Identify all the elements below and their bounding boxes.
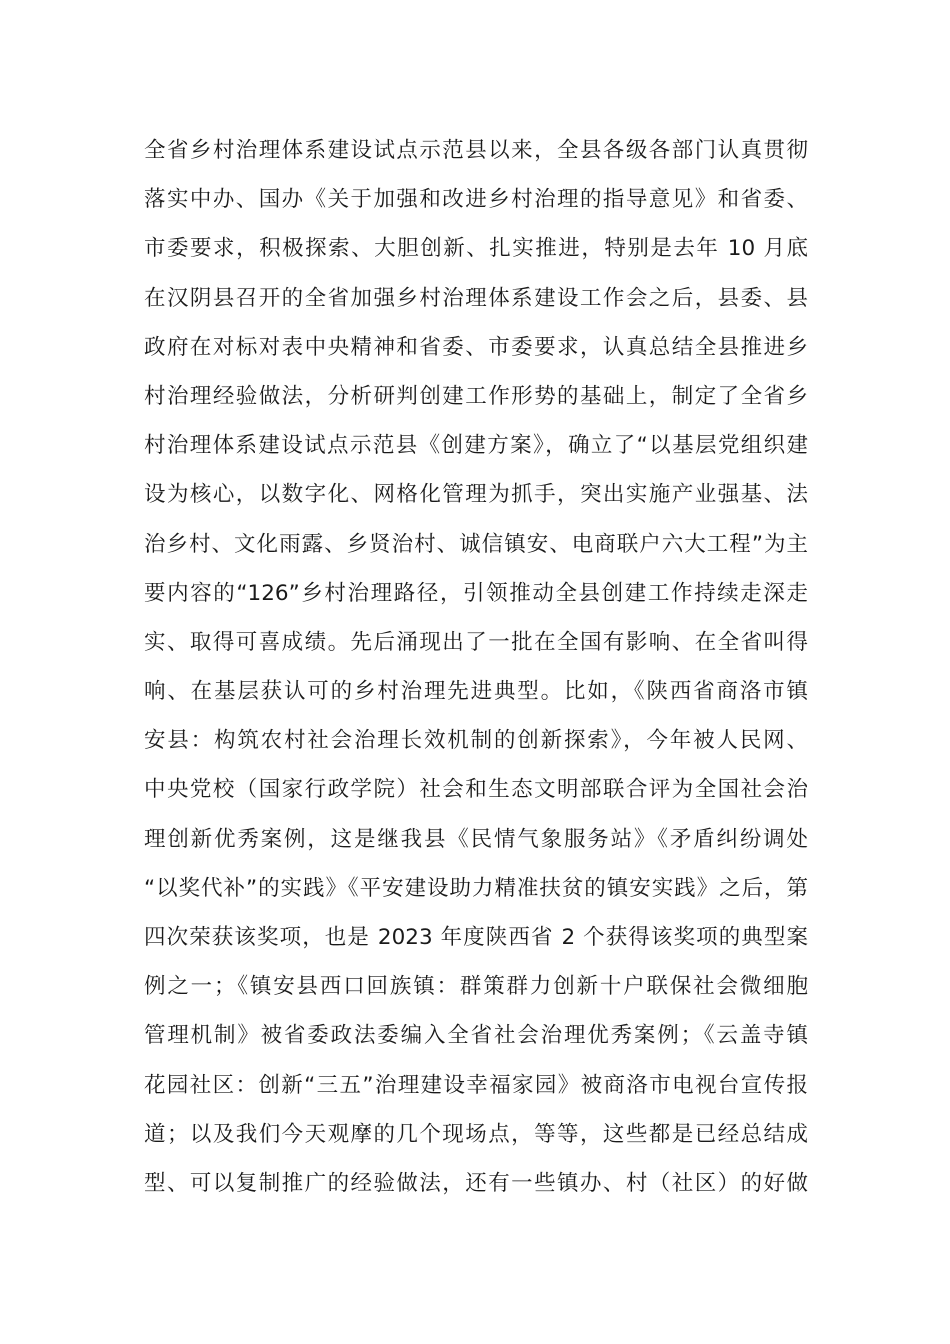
text-line: 落实中办、国办《关于加强和改进乡村治理的指导意见》和省委、: [144, 187, 808, 213]
text-line: “以奖代补”的实践》《平安建设助力精准扶贫的镇安实践》之后，第: [144, 875, 808, 901]
text-line: 四次荣获该奖项，也是 2023 年度陕西省 2 个获得该奖项的典型案: [144, 925, 808, 950]
text-line: 全省乡村治理体系建设试点示范县以来，全县各级各部门认真贯彻: [144, 138, 808, 163]
text-line: 村治理体系建设试点示范县《创建方案》，确立了“以基层党组织建: [144, 433, 808, 459]
text-line: 在汉阴县召开的全省加强乡村治理体系建设工作会之后，县委、县: [144, 285, 808, 311]
text-line: 村治理经验做法，分析研判创建工作形势的基础上，制定了全省乡: [144, 383, 808, 409]
text-line: 治乡村、文化雨露、乡贤治村、诚信镇安、电商联户六大工程”为主: [144, 531, 808, 557]
text-line: 响、在基层获认可的乡村治理先进典型。比如，《陕西省商洛市镇: [144, 679, 808, 705]
text-line: 管理机制》被省委政法委编入全省社会治理优秀案例；《云盖寺镇: [144, 1023, 808, 1049]
text-line: 例之一；《镇安县西口回族镇：群策群力创新十户联保社会微细胞: [144, 974, 808, 1000]
text-line: 型、可以复制推广的经验做法，还有一些镇办、村（社区）的好做: [144, 1170, 808, 1196]
text-line: 要内容的“126”乡村治理路径，引领推动全县创建工作持续走深走: [144, 580, 808, 606]
text-line: 设为核心，以数字化、网格化管理为抓手，突出实施产业强基、法: [144, 482, 808, 508]
text-line: 中央党校（国家行政学院）社会和生态文明部联合评为全国社会治: [144, 777, 808, 803]
text-line: 政府在对标对表中央精神和省委、市委要求，认真总结全县推进乡: [144, 334, 808, 360]
text-line: 道；以及我们今天观摩的几个现场点，等等，这些都是已经总结成: [144, 1121, 808, 1147]
text-line: 理创新优秀案例，这是继我县《民情气象服务站》《矛盾纠纷调处: [144, 826, 808, 852]
text-line: 市委要求，积极探索、大胆创新、扎实推进，特别是去年 10 月底: [144, 236, 808, 262]
text-line: 实、取得可喜成绩。先后涌现出了一批在全国有影响、在全省叫得: [144, 629, 808, 655]
text-line: 安县：构筑农村社会治理长效机制的创新探索》，今年被人民网、: [144, 728, 808, 754]
text-line: 花园社区：创新“三五”治理建设幸福家园》被商洛市电视台宣传报: [144, 1072, 808, 1098]
body-paragraph: [144, 126, 808, 1208]
